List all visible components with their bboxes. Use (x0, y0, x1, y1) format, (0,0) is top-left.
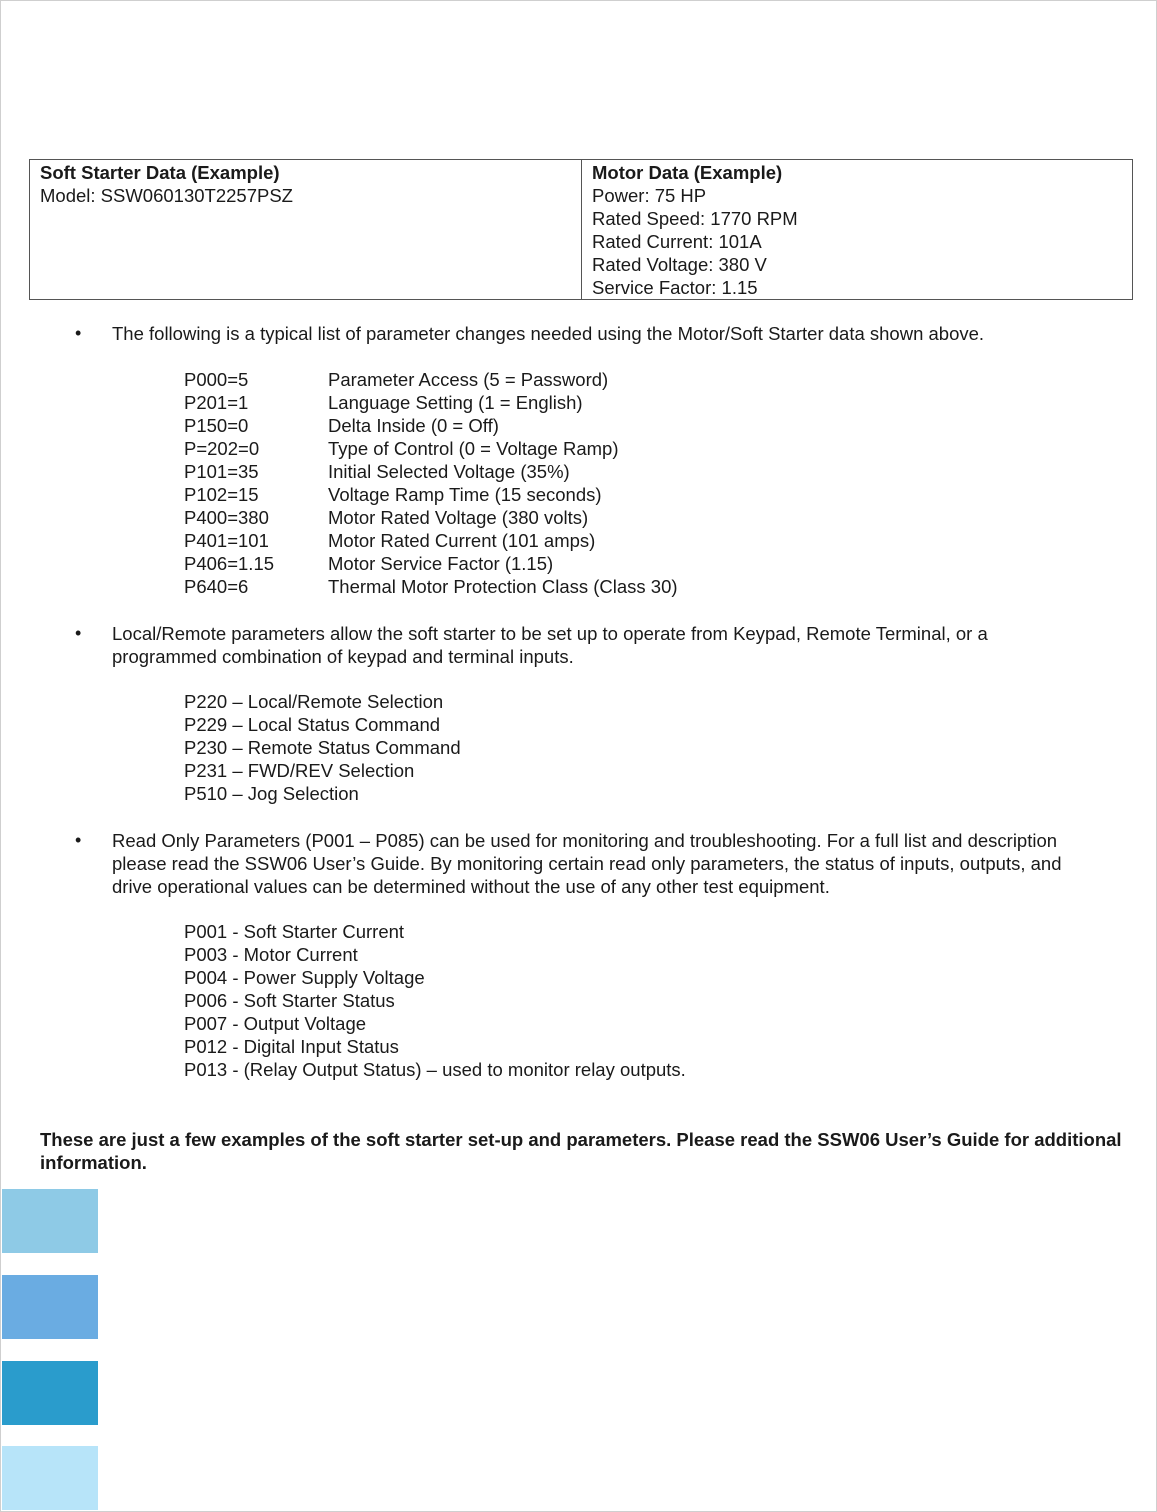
list-item: P004 - Power Supply Voltage (184, 967, 425, 988)
list-item: P012 - Digital Input Status (184, 1036, 399, 1057)
list-item (184, 414, 1084, 437)
motor-service-factor: Service Factor: 1.15 (592, 277, 758, 298)
param-desc: Type of Control (0 = Voltage Ramp) (328, 438, 619, 459)
list-item (184, 529, 1084, 552)
list-item: P231 – FWD/REV Selection (184, 760, 415, 781)
param-code: P400=380 (184, 507, 269, 528)
soft-starter-model: Model: SSW060130T2257PSZ (40, 185, 293, 206)
list-item (184, 391, 1084, 414)
motor-power: Power: 75 HP (592, 185, 707, 206)
bullet-text: Local/Remote parameters allow the soft starter to be set up to operate from Keypad, Remote Terminal, or a programmed combination of keypad and terminal inputs. (112, 623, 988, 667)
param-code: P401=101 (184, 530, 269, 551)
param-code: P000=5 (184, 369, 249, 390)
bullet-text: Read Only Parameters (P001 – P085) can be used for monitoring and troubleshooting. For a full list and description please read the SSW06 User’s Guide. By monitoring certain read only parameters, the status of inputs, outputs, and drive operational values can be determined without the use of any other test equipment. (112, 830, 1062, 897)
param-code: P=202=0 (184, 438, 260, 459)
list-item: P006 - Soft Starter Status (184, 990, 395, 1011)
motor-rated-current: Rated Current: 101A (592, 231, 762, 252)
param-code: P102=15 (184, 484, 259, 505)
param-desc: Parameter Access (5 = Password) (328, 369, 609, 390)
list-item: P013 - (Relay Output Status) – used to monitor relay outputs. (184, 1059, 686, 1080)
list-item (184, 506, 1084, 529)
list-item: P003 - Motor Current (184, 944, 358, 965)
soft-starter-data-heading: Soft Starter Data (Example) (40, 162, 280, 183)
list-item: P001 - Soft Starter Current (184, 921, 405, 942)
list-item (184, 483, 1084, 506)
param-code: P406=1.15 (184, 553, 275, 574)
motor-data-cell (582, 160, 1133, 300)
param-desc: Motor Rated Current (101 amps) (328, 530, 596, 551)
list-item: P220 – Local/Remote Selection (184, 691, 444, 712)
list-item (184, 460, 1084, 483)
param-desc: Thermal Motor Protection Class (Class 30) (328, 576, 678, 597)
list-item: P229 – Local Status Command (184, 714, 441, 735)
bullet-text: The following is a typical list of parameter changes needed using the Motor/Soft Starter data shown above. (112, 323, 985, 344)
soft-starter-data-cell (30, 160, 582, 300)
list-item: P230 – Remote Status Command (184, 737, 461, 758)
motor-rated-speed: Rated Speed: 1770 RPM (592, 208, 798, 229)
list-item: P510 – Jog Selection (184, 783, 359, 804)
parameter-change-list (184, 368, 1084, 598)
local-remote-list (184, 690, 1084, 805)
motor-rated-voltage: Rated Voltage: 380 V (592, 254, 767, 275)
param-desc: Motor Rated Voltage (380 volts) (328, 507, 589, 528)
list-item: P007 - Output Voltage (184, 1013, 367, 1034)
list-item (184, 575, 1084, 598)
param-desc: Initial Selected Voltage (35%) (328, 461, 570, 482)
list-item (184, 437, 1084, 460)
list-item (184, 368, 1084, 391)
param-code: P201=1 (184, 392, 249, 413)
param-desc: Language Setting (1 = English) (328, 392, 583, 413)
param-desc: Voltage Ramp Time (15 seconds) (328, 484, 602, 505)
color-tab-4 (2, 1446, 98, 1510)
read-only-list (184, 920, 1084, 1081)
data-table (29, 159, 1133, 300)
list-item (184, 552, 1084, 575)
param-desc: Delta Inside (0 = Off) (328, 415, 499, 436)
param-desc: Motor Service Factor (1.15) (328, 553, 554, 574)
color-tab-3 (2, 1361, 98, 1425)
color-tab-1 (2, 1189, 98, 1253)
param-code: P101=35 (184, 461, 259, 482)
motor-data-heading: Motor Data (Example) (592, 162, 783, 183)
closing-note: These are just a few examples of the soft starter set-up and parameters. Please read the SSW06 User’s Guide for additional information. (40, 1129, 1122, 1173)
param-code: P640=6 (184, 576, 249, 597)
bullet-marker: • (75, 830, 82, 850)
bullet-marker: • (75, 623, 82, 643)
color-tab-2 (2, 1275, 98, 1339)
bullet-marker: • (75, 323, 82, 343)
param-code: P150=0 (184, 415, 249, 436)
